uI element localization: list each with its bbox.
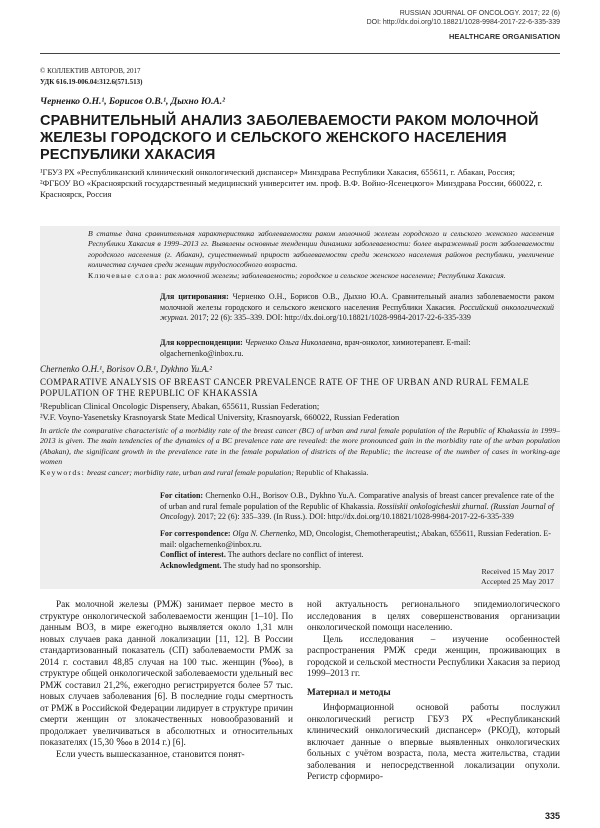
correspondence-name-ru: Черненко Ольга Николаевна, xyxy=(244,338,343,347)
journal-title: RUSSIAN JOURNAL OF ONCOLOGY. 2017; 22 (6) xyxy=(399,10,560,17)
keywords-tail-en: Republic of Khakassia. xyxy=(295,468,369,477)
keywords-label-en: Keywords: xyxy=(40,468,86,477)
citation-text-en: Chernenko O.H., Borisov O.B., Dykhno Yu.A. Comparative analysis of breast cancer prevalence rate of the of urban and rural female population of the Republic of Khakassia. xyxy=(160,491,555,511)
conflict-label: Conflict of interest. xyxy=(160,550,226,559)
affiliation-2-en: ²V.F. Voyno-Yasenetsky Krasnoyarsk State Medical University, Krasnoyarsk, 660022, Russian Federation xyxy=(40,412,400,422)
citation-label-en: For citation: xyxy=(160,491,204,500)
acknowledgment-label: Acknowledgment. xyxy=(160,560,222,570)
citation-tail-en: 2017; 22 (6): 335–339. (In Russ.). DOI: http://dx.doi.org/10.18821/1028-9984-2017-22-6-335-339 xyxy=(197,512,514,521)
paragraph-aim: Цель исследования – изучение особенностей распространения РМЖ среди женщин, проживающих в городской и сельской местности Республики Хакасия за период 1999–2013 гг. xyxy=(307,634,560,679)
citation-tail-ru: 2017; 22 (6): 335–339. DOI: http://dx.doi.org/10.18821/1028-9984-2017-22-6-335-339 xyxy=(190,313,471,322)
keywords-text-ru: рак молочной железы; заболеваемость; городское и сельское женское население; Республика Хакасия. xyxy=(164,271,506,280)
affiliation-2-ru: ²ФГБОУ ВО «Красноярский государственный медицинский университет им. проф. В.Ф. Войно-Ясенецкого» Минздрава России, 660022, г. Красноярск, Россия xyxy=(40,178,543,199)
keywords-en xyxy=(40,468,560,478)
correspondence-label-ru: Для корреспонденции: xyxy=(160,338,243,347)
keywords-text-en: breast cancer; morbidity rate, urban and rural female population; xyxy=(86,468,294,477)
conflict-text: The authors declare no conflict of interest. xyxy=(227,550,364,559)
article-title-en: COMPARATIVE ANALYSIS OF BREAST CANCER PREVALENCE RATE OF THE OF URBAN AND RURAL FEMALE POPULATION OF THE REPUBLIC OF KHAKASSIA xyxy=(40,377,530,398)
citation-en xyxy=(160,491,554,523)
dates-block xyxy=(481,567,554,587)
article-title-ru: СРАВНИТЕЛЬНЫЙ АНАЛИЗ ЗАБОЛЕВАЕМОСТИ РАКОМ МОЛОЧНОЙ ЖЕЛЕЗЫ ГОРОДСКОГО И СЕЛЬСКОГО ЖЕНСКОГО НАСЕЛЕНИЯ РЕСПУБЛИКИ ХАКАСИЯ xyxy=(40,113,539,163)
journal-doi: DOI: http://dx.doi.org/10.18821/1028-9984-2017-22-6-335-339 xyxy=(366,19,560,26)
authors-ru: Черненко О.Н.¹, Борисов О.В.¹, Дыхно Ю.А.² xyxy=(40,97,225,107)
body-column-left xyxy=(40,600,293,761)
citation-ru xyxy=(160,292,554,324)
affiliations-en xyxy=(40,401,560,423)
udk-code: УДК 616.19-006.04:312.6(571.513) xyxy=(40,78,143,86)
section-name: HEALTHCARE ORGANISATION xyxy=(449,32,560,41)
acknowledgment-text: The study had no sponsorship. xyxy=(223,560,321,570)
citation-journal-en: Rossiiskii onkologicheskii zhurnal. (Russian Journal of Oncology). xyxy=(160,501,555,521)
correspondence-ru xyxy=(160,338,554,359)
body-column-right xyxy=(307,600,560,784)
citation-journal-ru: Российский онкологический журнал. xyxy=(160,302,555,322)
received-date: Received 15 May 2017 xyxy=(481,567,554,576)
affiliation-1-en: ¹Republican Clinical Oncologic Dispensery, Abakan, 655611, Russian Federation; xyxy=(40,401,320,411)
copyright: © КОЛЛЕКТИВ АВТОРОВ, 2017 xyxy=(40,67,141,75)
keywords-label-ru: Ключевые слова: xyxy=(88,271,163,280)
paragraph-intro: Рак молочной железы (РМЖ) занимает первое место в структуре онкологической заболеваемости женщин [1–10]. По данным ВОЗ, в мире ежегодно выявляется около 1,31 млн новых случаев рака данной локализации [11, 12]. В России стандартизованный показатель (СП) заболеваемости РМЖ за 2014 г. составил 48,85 случая на 100 тыс. женщин (‱), в структуре общей онкологической заболеваемости удельный вес РМЖ составил 21,2%, ежегодно регистрируется более 57 тыс. новых случаев заболевания [6]. В последние годы смертность от РМЖ в Российской Федерации лидирует в структуре причин смерти женщин от злокачественных новообразований и продолжает увеличиваться в абсолютных и относительных показателях (15,30 ‱ в 2014 г.) [6]. xyxy=(40,600,293,748)
journal-header xyxy=(367,9,560,41)
methods-heading: Материал и методы xyxy=(307,687,391,698)
citation-label-ru: Для цитирования: xyxy=(160,292,229,301)
correspondence-label-en: For correspondence: xyxy=(160,529,231,538)
abstract-ru: В статье дана сравнительная характеристика заболеваемости раком молочной железы городского и сельского женского населения Республики Хакасия в 1999–2013 гг. Выявлены основные тенденции динамики заболеваемости: более выраженный рост заболеваемости городского населения (г. Абакан), существенный прирост заболеваемости среди женского населения районов республики, увеличение количества случаев среди женщин трудоспособного возраста. xyxy=(88,229,554,269)
page-number: 335 xyxy=(544,811,560,821)
keywords-ru xyxy=(88,271,554,281)
affiliation-1-ru: ¹ГБУЗ РХ «Республиканский клинический онкологический диспансер» Минздрава Республики Хакасия, 655611, г. Абакан, Россия; xyxy=(40,167,515,177)
authors-en: Chernenko O.H.¹, Borisov O.B.¹, Dykhno Yu.A.² xyxy=(40,364,212,374)
copyright-block xyxy=(40,66,142,88)
correspondence-en xyxy=(160,529,554,571)
correspondence-text-en: MD, Oncologist, Chemotherapeutist,; Abakan, 655611, Russian Federation. E-mail: olgachernenko@inbox.ru. xyxy=(160,529,551,549)
paragraph-methods: Информационной основой работы послужил онкологический регистр ГБУЗ РХ «Республиканский клинический онкологический диспансер» (РКОД), который включает данные о впервые выявленных онкологических больных с учётом возраста, пола, места жительства, стадии заболевания и непосредственной локализации опухоли. Регистр сформиро- xyxy=(307,703,560,782)
accepted-date: Accepted 25 May 2017 xyxy=(481,577,554,586)
correspondence-name-en: Olga N. Chernenko, xyxy=(232,529,298,538)
affiliations-ru xyxy=(40,167,560,200)
header-divider xyxy=(40,53,560,54)
correspondence-text-ru: врач-онколог, химиотерапевт. E-mail: olgachernenko@inbox.ru. xyxy=(160,338,471,358)
paragraph-continuation: Если учесть вышесказанное, становится понят- xyxy=(56,749,245,760)
citation-text-ru: Черненко О.Н., Борисов О.В., Дыхно Ю.А. Сравнительный анализ заболеваемости раком молочной железы городского и сельского женского населения Республики Хакасия. xyxy=(160,292,555,312)
paragraph-relevance: ной актуальность регионального эпидемиологического исследования в целях совершенствования организации онкологической помощи населению. xyxy=(307,600,560,633)
abstract-en: In article the comparative characteristic of a morbidity rate of the breast cancer (BC) of urban and rural female population of the Republic of Khakassia in 1999–2013 is given. The main tendencies of the dynamics of a BC prevalence rate are revealed: the more pronounced gain in the morbidity rate of the urban population (Abakan), the significant growth in the prevalence rate in the female population of districts of the Republic; the increase of the number of cases in working-age women xyxy=(40,426,560,466)
